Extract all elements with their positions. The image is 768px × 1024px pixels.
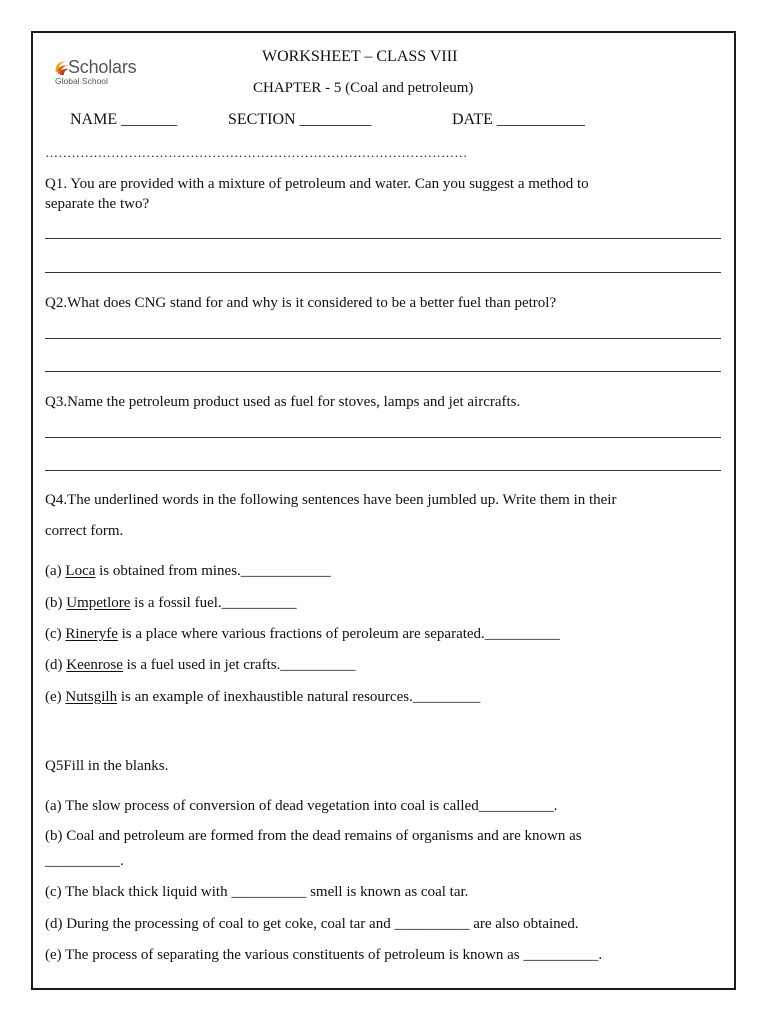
blank-item-a: (a) The slow process of conversion of dead vegetation into coal is called__________. — [45, 798, 558, 814]
question-4-line-2: correct form. — [45, 523, 124, 539]
item-text: is an example of inexhaustible natural resources._________ — [117, 689, 481, 705]
question-3: Q3.Name the petroleum product used as fuel for stoves, lamps and jet aircrafts. — [45, 394, 521, 410]
item-prefix: (a) — [45, 563, 66, 579]
item-prefix: (b) — [45, 595, 67, 611]
item-text: is a place where various fractions of peroleum are separated.__________ — [117, 626, 560, 642]
blank-item-b-line-2: __________. — [45, 853, 124, 869]
jumbled-item-b — [45, 594, 297, 613]
answer-line — [45, 437, 721, 438]
item-prefix: (c) — [45, 626, 66, 642]
answer-line — [45, 238, 721, 239]
dotted-separator: …………………………………………………………………………………… — [45, 145, 468, 160]
blank-item-b-line-1: (b) Coal and petroleum are formed from the dead remains of organisms and are known as — [45, 828, 582, 844]
logo-subtitle: Global School — [55, 76, 108, 86]
item-text: is a fossil fuel.__________ — [130, 595, 297, 611]
logo-wordmark: Scholars — [68, 57, 137, 77]
answer-line — [45, 371, 721, 372]
blank-item-e: (e) The process of separating the various constituents of petroleum is known as __________. — [45, 947, 603, 963]
name-field: NAME _______ — [70, 111, 178, 128]
jumbled-item-d — [45, 656, 355, 675]
answer-line — [45, 272, 721, 273]
jumbled-word: Rineryfe — [65, 626, 118, 642]
question-1-line-1: Q1. You are provided with a mixture of petroleum and water. Can you suggest a method to — [45, 176, 589, 192]
blank-item-d: (d) During the processing of coal to get coke, coal tar and __________ are also obtained. — [45, 916, 579, 932]
question-1-line-2: separate the two? — [45, 196, 150, 212]
question-4-line-1: Q4.The underlined words in the following sentences have been jumbled up. Write them in their — [45, 492, 617, 508]
blank-item-c: (c) The black thick liquid with __________ smell is known as coal tar. — [45, 884, 469, 900]
answer-line — [45, 470, 721, 471]
item-text: is a fuel used in jet crafts.__________ — [122, 657, 356, 673]
section-field: SECTION _________ — [228, 111, 372, 128]
answer-line — [45, 338, 721, 339]
jumbled-item-e — [45, 688, 480, 707]
item-prefix: (e) — [45, 689, 66, 705]
jumbled-word: Nutsgilh — [65, 689, 118, 705]
question-5-title: Q5Fill in the blanks. — [45, 758, 169, 774]
school-logo — [52, 52, 152, 90]
jumbled-word: Loca — [65, 563, 96, 579]
item-text: is obtained from mines.____________ — [95, 563, 331, 579]
question-2: Q2.What does CNG stand for and why is it considered to be a better fuel than petrol? — [45, 295, 557, 311]
jumbled-word: Keenrose — [66, 657, 123, 673]
chapter-title: CHAPTER - 5 (Coal and petroleum) — [253, 80, 474, 96]
jumbled-word: Umpetlore — [66, 595, 131, 611]
jumbled-item-c — [45, 625, 560, 644]
item-prefix: (d) — [45, 657, 67, 673]
jumbled-item-a — [45, 562, 331, 581]
date-field: DATE ___________ — [452, 111, 585, 128]
worksheet-title: WORKSHEET – CLASS VIII — [262, 48, 458, 65]
